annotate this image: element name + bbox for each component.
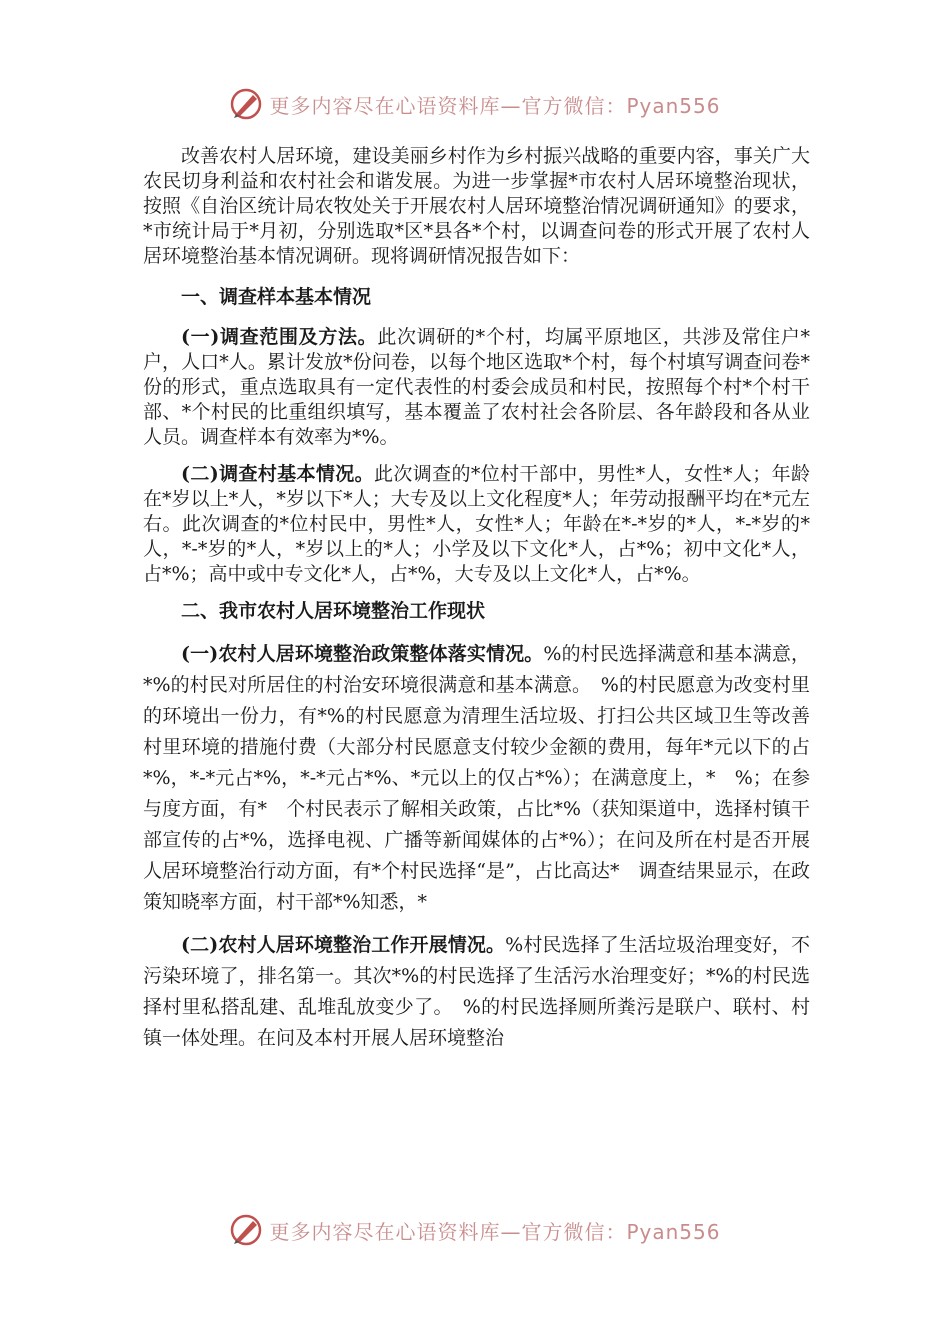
section1-para2 (143, 462, 810, 587)
section1-para1 (143, 325, 810, 450)
pen-logo-icon (229, 1213, 263, 1247)
para-text: %村民选择了生活垃圾治理变好，不污染环境了，排名第一。其次*%的村民选择了生活污水治理变好；*%的村民选择村里私搭乱建、乱堆乱放变少了。 %的村民选择厕所粪污是联户、联村、村镇一体处理。在问及本村开展人居环境整治 (143, 934, 810, 1049)
para-lead: (二)调查村基本情况。 (181, 463, 375, 485)
watermark-text: 更多内容尽在心语资料库—官方微信：Pyan556 (269, 93, 721, 118)
section2-heading: 二、我市农村人居环境整治工作现状 (181, 600, 486, 622)
watermark-text: 更多内容尽在心语资料库—官方微信：Pyan556 (269, 1219, 721, 1244)
section1-heading: 一、调查样本基本情况 (181, 286, 372, 308)
section2-para2 (143, 930, 810, 1054)
document-body (143, 144, 810, 1054)
watermark-banner-top (0, 86, 950, 122)
watermark-banner-bottom (0, 1212, 950, 1248)
para-text: %的村民选择满意和基本满意，*%的村民对所居住的村治安环境很满意和基本满意。 %的村民愿意为改变村里的环境出一份力，有*%的村民愿意为清理生活垃圾、打扫公共区域卫生等改善村里环境的措施付费（大部分村民愿意支付较少金额的费用，每年*元以下的占*%，*-*元占*%，*-*元占*%、*元以上的仅占*%）；在满意度上，* %；在参与度方面，有* 个村民表示了解相关政策，占比*%（获知渠道中，选择村镇干部宣传的占*%，选择电视、广播等新闻媒体的占*%）；在问及所在村是否开展人居环境整治行动方面，有*个村民选择“是”，占比高达* 调查结果显示，在政策知晓率方面，村干部*%知悉，* (143, 643, 811, 913)
intro-paragraph: 改善农村人居环境，建设美丽乡村作为乡村振兴战略的重要内容，事关广大农民切身利益和农村社会和谐发展。为进一步掌握*市农村人居环境整治现状，按照《自治区统计局农牧处关于开展农村人居环境整治情况调研通知》的要求，*市统计局于*月初，分别选取*区*县各*个村，以调查问卷的形式开展了农村人居环境整治基本情况调研。现将调研情况报告如下： (143, 145, 810, 267)
para-lead: (二)农村人居环境整治工作开展情况。 (181, 934, 506, 956)
para-lead: (一)调查范围及方法。 (181, 326, 378, 348)
para-lead: (一)农村人居环境整治政策整体落实情况。 (181, 643, 544, 665)
pen-logo-icon (229, 87, 263, 121)
para-text: 此次调查的*位村干部中，男性*人，女性*人；年龄在*岁以上*人，*岁以下*人；大专及以上文化程度*人；年劳动报酬平均在*元左右。此次调查的*位村民中，男性*人，女性*人；年龄在*-*岁的*人，*-*岁的*人，*-*岁的*人，*岁以上的*人；小学及以下文化*人，占*%；初中文化*人，占*%；高中或中专文化*人，占*%，大专及以上文化*人，占*%。 (143, 463, 810, 585)
section2-para1 (143, 639, 810, 918)
para-text: 此次调研的*个村，均属平原地区，共涉及常住户*户，人口*人。累计发放*份问卷，以每个地区选取*个村，每个村填写调查问卷*份的形式，重点选取具有一定代表性的村委会成员和村民，按照每个村*个村干部、*个村民的比重组织填写，基本覆盖了农村社会各阶层、各年龄段和各从业人员。调查样本有效率为*%。 (143, 326, 810, 448)
